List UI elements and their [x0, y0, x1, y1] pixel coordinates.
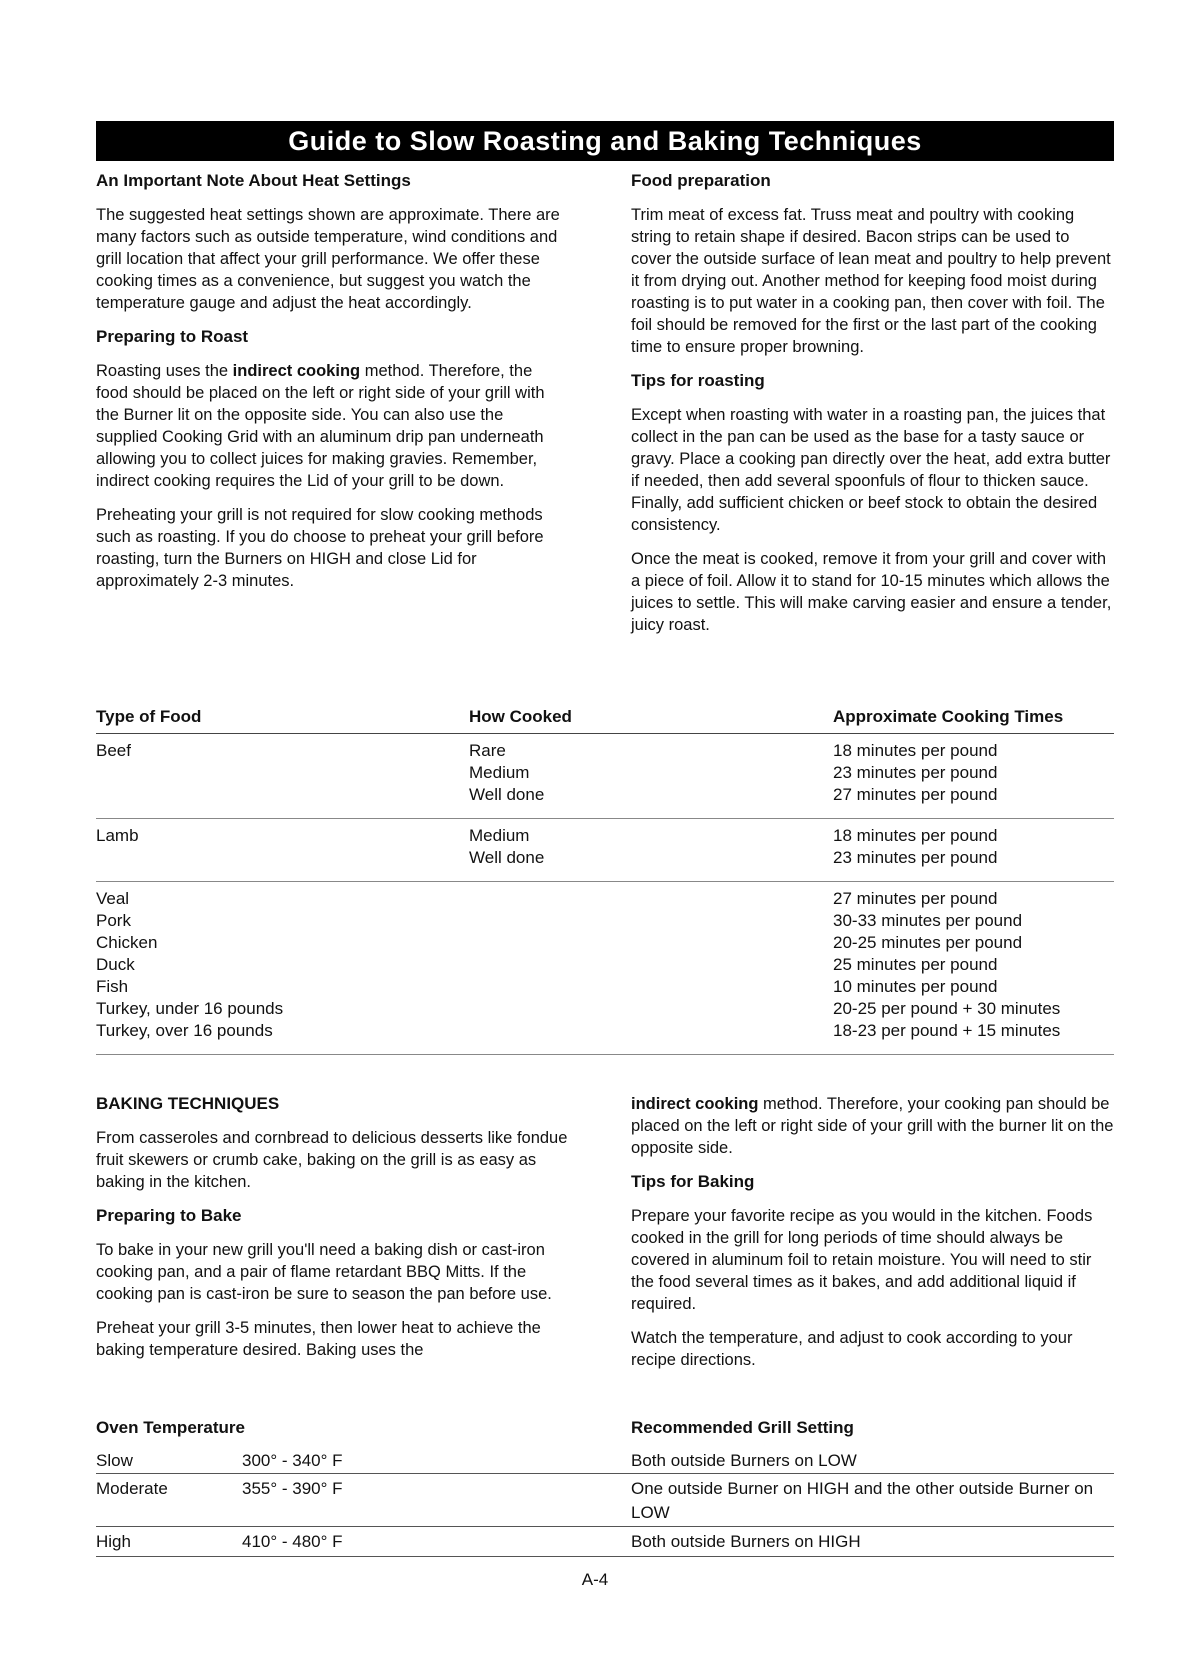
- table-cell: 23 minutes per pound: [833, 848, 998, 867]
- column-header: How Cooked: [469, 707, 572, 726]
- table-cell: 23 minutes per pound: [833, 763, 998, 782]
- section-heading: Tips for roasting: [631, 371, 765, 390]
- table-cell: 18 minutes per pound: [833, 741, 998, 760]
- paragraph: Watch the temperature, and adjust to cook according to your recipe directions.: [631, 1329, 1073, 1369]
- paragraph: To bake in your new grill you'll need a baking dish or cast-iron cooking pan, and a pair of flame retardant BBQ Mitts. If the cooking pan is cast-iron be sure to season the pan before use.: [96, 1241, 552, 1303]
- paragraph: Preheat your grill 3-5 minutes, then lower heat to achieve the baking temperature desired. Baking uses the: [96, 1319, 541, 1359]
- table-cell: 30-33 minutes per pound: [833, 911, 1023, 930]
- table-cell: Rare: [469, 741, 506, 760]
- heat-settings-section: [96, 170, 566, 604]
- section-heading: Food preparation: [631, 171, 771, 190]
- table-row-group: [96, 734, 1114, 819]
- table-cell: Lamb: [96, 826, 139, 845]
- column-header: Oven Temperature: [96, 1418, 245, 1437]
- table-row: [96, 888, 1114, 910]
- table-cell: 20-25 minutes per pound: [833, 933, 1023, 952]
- column-header: Type of Food: [96, 707, 202, 726]
- paragraph: indirect cooking method. Therefore, your cooking pan should be placed on the left or right side of your grill with the burner lit on the opposite side.: [631, 1095, 1114, 1157]
- section-heading: BAKING TECHNIQUES: [96, 1094, 280, 1113]
- table-cell: Medium: [469, 826, 530, 845]
- table-cell: Duck: [96, 955, 135, 974]
- table-cell: Well done: [469, 848, 545, 867]
- table-cell: Veal: [96, 889, 130, 908]
- paragraph: Preheating your grill is not required for slow cooking methods such as roasting. If you do choose to preheat your grill before roasting, turn the Burners on HIGH and close Lid for approximately 2-3 minutes.: [96, 506, 544, 590]
- table-cell: 355° - 390° F: [242, 1479, 343, 1498]
- table-cell: 18 minutes per pound: [833, 826, 998, 845]
- food-preparation-section: [631, 170, 1114, 648]
- table-body: [96, 1446, 1114, 1557]
- table-cell: Beef: [96, 741, 131, 760]
- table-cell: Turkey, over 16 pounds: [96, 1021, 273, 1040]
- paragraph: Roasting uses the indirect cooking method. Therefore, the food should be placed on the left or right side of your grill with the Burner lit on the opposite side. You can also use the supplied Cooking Grid with an aluminum drip pan underneath allowing you to collect juices for making gravies. Remember, indirect cooking requires the Lid of your grill to be down.: [96, 362, 545, 490]
- table-cell: 10 minutes per pound: [833, 977, 998, 996]
- table-cell: 18-23 per pound + 15 minutes: [833, 1021, 1061, 1040]
- table-header: [96, 701, 1114, 734]
- table-cell: 410° - 480° F: [242, 1532, 343, 1551]
- table-cell: 27 minutes per pound: [833, 785, 998, 804]
- table-cell: Slow: [96, 1451, 133, 1470]
- table-row-group: [96, 882, 1114, 1055]
- baking-techniques-section: [96, 1093, 586, 1373]
- tips-for-baking-section: [631, 1093, 1114, 1383]
- table-row: [96, 1020, 1114, 1042]
- table-row: [96, 740, 1114, 762]
- table-row: [96, 998, 1114, 1020]
- table-row: [96, 1527, 1114, 1557]
- column-header: Recommended Grill Setting: [631, 1418, 854, 1437]
- table-row: [96, 762, 1114, 784]
- table-cell: Fish: [96, 977, 129, 996]
- table-cell: Moderate: [96, 1479, 168, 1498]
- table-cell: Both outside Burners on HIGH: [631, 1532, 861, 1551]
- table-row: [96, 976, 1114, 998]
- table-cell: 27 minutes per pound: [833, 889, 998, 908]
- table-row: [96, 1446, 1114, 1474]
- table-row-group: [96, 819, 1114, 882]
- table-row: [96, 825, 1114, 847]
- page-title: Guide to Slow Roasting and Baking Techniques: [96, 121, 1114, 161]
- page-number: A-4: [581, 1570, 609, 1589]
- table-cell: High: [96, 1532, 131, 1551]
- table-cell: 300° - 340° F: [242, 1451, 343, 1470]
- table-cell: Chicken: [96, 933, 158, 952]
- table-cell: Turkey, under 16 pounds: [96, 999, 284, 1018]
- paragraph: From casseroles and cornbread to delicious desserts like fondue fruit skewers or crumb cake, baking on the grill is as easy as baking in the kitchen.: [96, 1129, 568, 1191]
- paragraph: Except when roasting with water in a roasting pan, the juices that collect in the pan can be used as the base for a tasty sauce or gravy. Place a cooking pan directly over the heat, add extra butter if needed, then add several spoonfuls of flour to thicken sauce. Finally, add sufficient chicken or beef stock to obtain the desired consistency.: [631, 406, 1111, 534]
- table-cell: Well done: [469, 785, 545, 804]
- roasting-times-table: [96, 701, 1114, 1055]
- section-heading: An Important Note About Heat Settings: [96, 171, 411, 190]
- table-header: [96, 1416, 1114, 1446]
- table-cell: 20-25 per pound + 30 minutes: [833, 999, 1061, 1018]
- table-row: [96, 847, 1114, 869]
- table-cell: One outside Burner on HIGH and the other outside Burner on LOW: [631, 1479, 1094, 1522]
- paragraph: The suggested heat settings shown are approximate. There are many factors such as outside temperature, wind conditions and grill location that affect your grill performance. We offer these cooking times as a convenience, but suggest you watch the temperature gauge and adjust the heat accordingly.: [96, 206, 560, 312]
- table-cell: Medium: [469, 763, 530, 782]
- paragraph: Prepare your favorite recipe as you would in the kitchen. Foods cooked in the grill for long periods of time should always be covered in aluminum foil to retain moisture. You will need to stir the food several times as it bakes, and add additional liquid if required.: [631, 1207, 1093, 1313]
- table-cell: Pork: [96, 911, 131, 930]
- table-row: [96, 784, 1114, 806]
- table-cell: Both outside Burners on LOW: [631, 1451, 857, 1470]
- table-body: [96, 734, 1114, 1055]
- table-row: [96, 954, 1114, 976]
- column-header: Approximate Cooking Times: [833, 707, 1064, 726]
- section-heading: Tips for Baking: [631, 1172, 755, 1191]
- section-heading: Preparing to Bake: [96, 1206, 242, 1225]
- oven-temperature-table: [96, 1416, 1114, 1557]
- section-heading: Preparing to Roast: [96, 327, 249, 346]
- table-row: [96, 910, 1114, 932]
- table-row: [96, 932, 1114, 954]
- table-row: [96, 1474, 1114, 1527]
- paragraph: Trim meat of excess fat. Truss meat and poultry with cooking string to retain shape if desired. Bacon strips can be used to cover the outside surface of lean meat and poultry to help prevent it from drying out. Another method for keeping food moist during roasting is to put water in a cooking pan, then cover with foil. The foil should be removed for the first or the last part of the cooking time to ensure proper browning.: [631, 206, 1111, 356]
- table-cell: 25 minutes per pound: [833, 955, 998, 974]
- paragraph: Once the meat is cooked, remove it from your grill and cover with a piece of foil. Allow it to stand for 10-15 minutes which allows the juices to settle. This will make carving easier and ensure a tender, juicy roast.: [631, 550, 1112, 634]
